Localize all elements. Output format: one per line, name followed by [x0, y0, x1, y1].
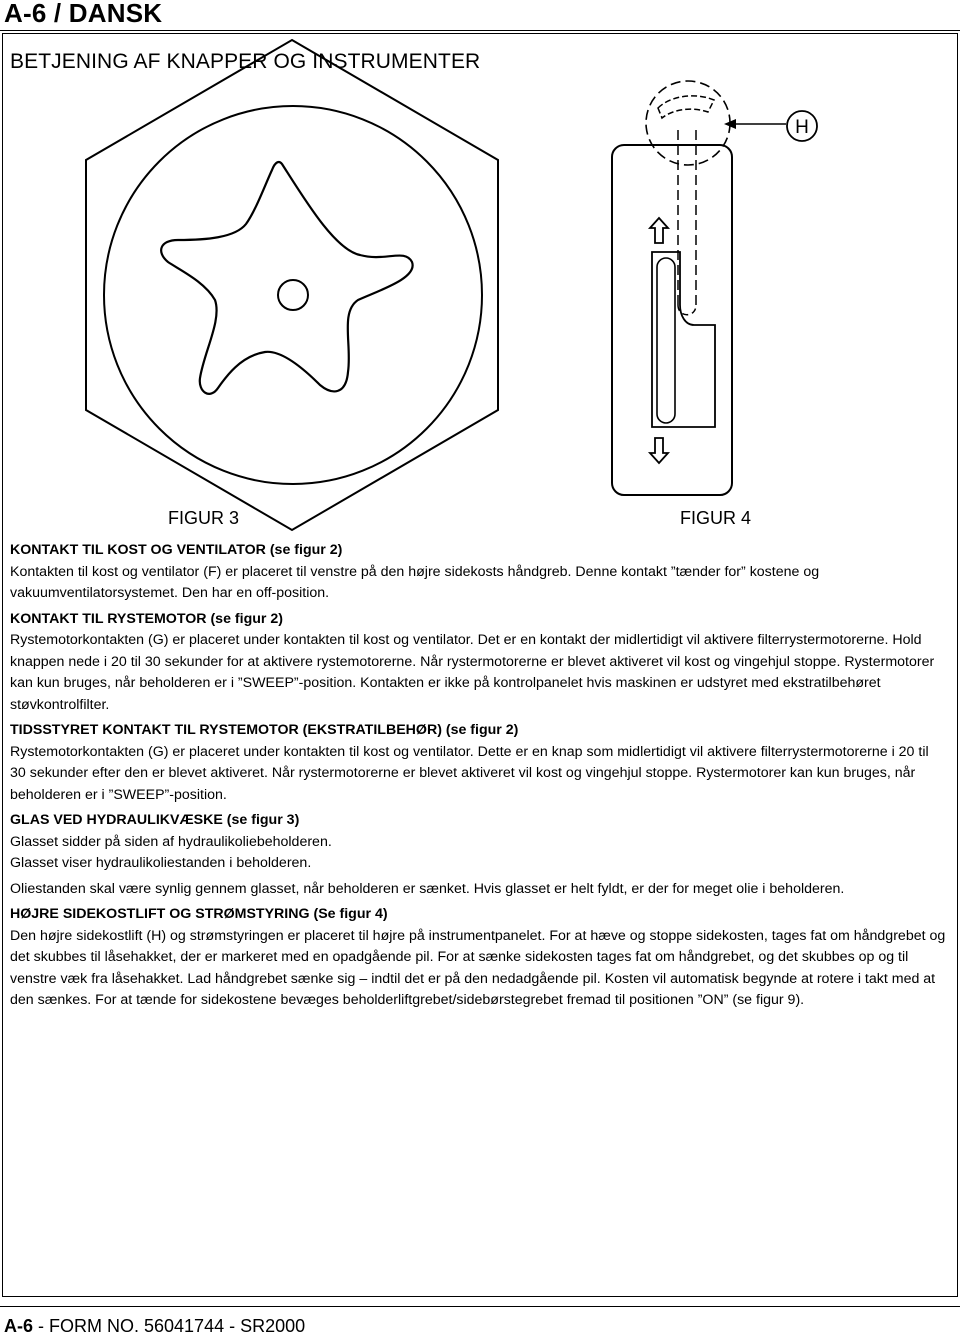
- figure-3-sight-glass: [86, 40, 498, 530]
- figure-4-brush-lift: [612, 81, 817, 495]
- section-heading: TIDSSTYRET KONTAKT TIL RYSTEMOTOR (EKSTRATILBEHØR) (se figur 2): [10, 722, 519, 738]
- star-shape: [161, 162, 412, 394]
- paragraph: Rystemotorkontakten (G) er placeret under kontakten til kost og ventilator. Dette er en knap som midlertidigt vil aktivere filterrystermotorerne i 20 til 30 sekunder efter den er blevet aktiveret. Når rystermotorerne er blevet aktiveret vil kost og vingehjul stoppe. Rystermotorer kan kun bruges, når beholderen er i ”SWEEP”-position.: [10, 743, 929, 803]
- section-heading: HØJRE SIDEKOSTLIFT OG STRØMSTYRING (Se figur 4): [10, 906, 388, 922]
- figure-3-caption: FIGUR 3: [168, 508, 240, 528]
- hex-outline: [86, 40, 498, 530]
- page-footer: [4, 1316, 305, 1337]
- footer-rule: [0, 1306, 960, 1307]
- paragraph: Glasset sidder på siden af hydraulikoliebeholderen.: [10, 833, 332, 850]
- section-heading: KONTAKT TIL KOST OG VENTILATOR (se figur 2): [10, 542, 343, 558]
- footer-form-number: - FORM NO. 56041744 - SR2000: [33, 1316, 306, 1336]
- down-arrow-icon: [650, 438, 668, 463]
- paragraph: Glasset viser hydraulikoliestanden i beholderen.: [10, 855, 312, 871]
- section-heading: KONTAKT TIL RYSTEMOTOR (se figur 2): [10, 610, 283, 627]
- section-heading: GLAS VED HYDRAULIKVÆSKE (se figur 3): [10, 812, 300, 828]
- paragraph: Rystemotorkontakten (G) er placeret under kontakten til kost og ventilator. Det er en kontakt der midlertidigt vil aktivere filterrystermotorerne. Hold knappen nede i 20 til 30 sekunder for at aktivere rystemotorerne. Når rystermotorerne er blevet aktiveret vil kost og vingehjul stoppe. Rystermotorer kan kun bruges, når beholderen er i ”SWEEP”-position. Kontakten er ikke på kontrolpanelet hvis maskinen er udstyret med ekstratilbehøret støvkontrolfilter.: [10, 632, 935, 713]
- page-title: A-6 / DANSK: [4, 0, 163, 28]
- section-side-brush-lift: [10, 904, 948, 1012]
- instructions-text: [10, 540, 948, 1015]
- paragraph: Oliestanden skal være synlig gennem glasset, når beholderen er sænket. Hvis glasset er helt fyldt, er der for meget olie i beholderen.: [10, 880, 845, 897]
- knob-top: [658, 96, 714, 118]
- section-hydraulic-sight-glass: [10, 810, 948, 900]
- lever-slot: [652, 252, 715, 427]
- section-title: BETJENING AF KNAPPER OG INSTRUMENTER: [10, 50, 481, 73]
- figure-4-caption: FIGUR 4: [680, 508, 752, 528]
- lever-handle-outline: [657, 258, 675, 423]
- footer-page-number: A-6: [4, 1316, 34, 1336]
- outer-ring: [104, 106, 482, 484]
- callout-h-label: H: [795, 117, 809, 138]
- section-brush-fan-switch: [10, 540, 948, 605]
- paragraph: Kontakten til kost og ventilator (F) er placeret til venstre på den højre sidekosts håndgreb. Denne kontakt ”tænder for” kostene og vakuumventilatorsystemet. Den har en off-position.: [10, 563, 820, 601]
- paragraph: Den højre sidekostlift (H) og strømstyringen er placeret til højre på instrumentpanelet. For at hæve og stoppe sidekosten, tages fat om håndgrebet og det skubbes til låsehakket, der er markeret med en opadgående pil. For at sænke sidekosten tages fat om håndgrebet, og det skubbes op og til venstre væk fra låsehakket. Lad håndgrebet sænke sig – indtil det er på den nedadgående pil. Kosten vil automatisk begynde at rotere i takt med at den sænkes. For at tænde for sidekostene bevæges beholderliftgrebet/sidebørstegrebet fremad til positionen ”ON” (se figur 9).: [10, 927, 946, 1008]
- panel-plate: [612, 145, 732, 495]
- up-arrow-icon: [650, 218, 668, 243]
- section-timed-shaker-switch: [10, 720, 948, 806]
- section-shaker-switch: [10, 609, 948, 717]
- knob-dashed-circle: [646, 81, 730, 165]
- figures-illustration: [0, 0, 960, 540]
- center-hole: [278, 280, 308, 310]
